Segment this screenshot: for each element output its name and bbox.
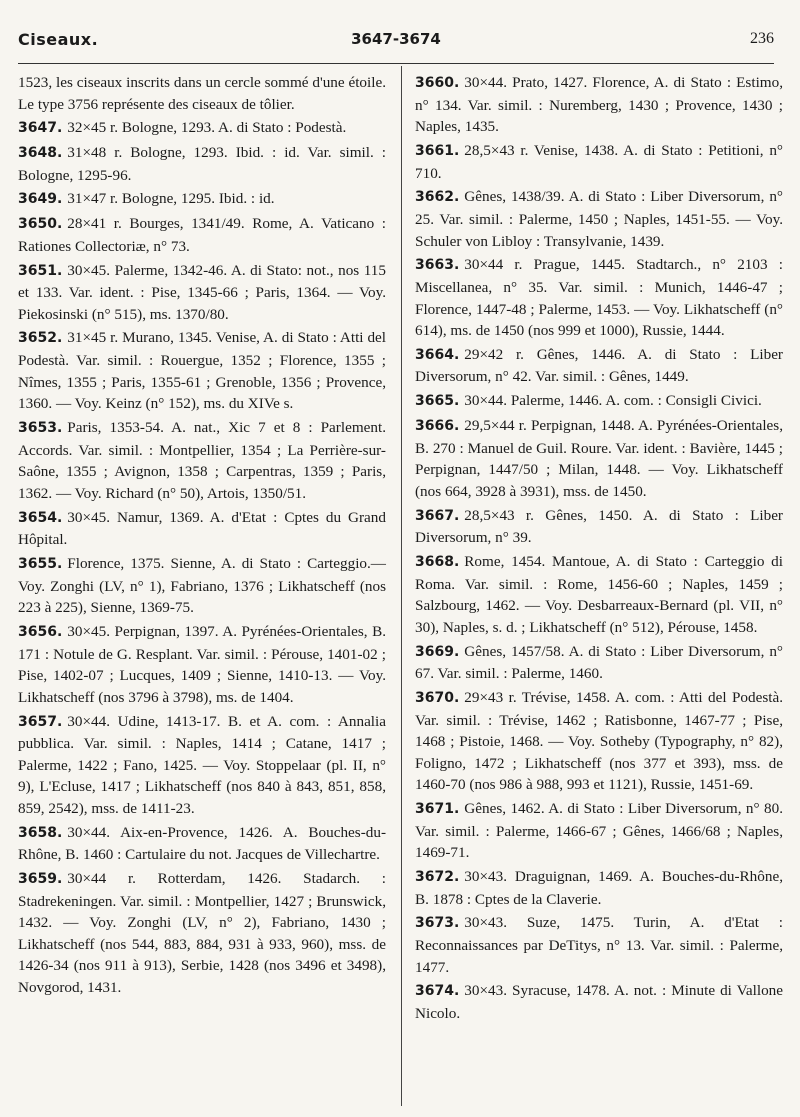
catalog-entry (415, 344, 783, 388)
entry-number: 3659. (18, 871, 63, 888)
page-header (18, 30, 774, 56)
entry-text: Rome, 1454. Mantoue, A. di Stato : Carteggio di Roma. Var. simil. : Rome, 1456-60 ; Naples, 1459 ; Salzbourg, 1462. — Voy. Desbarreaux-Bernard (pl. VII, n° 30), Naples, s. d. ; Likhatscheff (n° 512), Pérouse, 1458. (415, 552, 783, 636)
entry-number: 3654. (18, 509, 63, 526)
entry-number: 3658. (18, 824, 63, 841)
catalog-entry (415, 641, 783, 685)
catalog-entry (415, 980, 783, 1024)
entry-number: 3671. (415, 801, 460, 818)
entry-number: 3651. (18, 262, 63, 279)
catalog-entry (18, 117, 386, 140)
catalog-entry (18, 621, 386, 708)
entry-text: Gênes, 1457/58. A. di Stato : Liber Diversorum, n° 67. Var. simil. : Palerme, 1460. (415, 642, 783, 683)
left-column (18, 72, 386, 1001)
entry-range: 3647-3674 (351, 30, 441, 48)
page-number: 236 (750, 30, 774, 47)
catalog-entry (18, 868, 386, 999)
catalog-entry (415, 687, 783, 796)
catalog-entry (415, 505, 783, 549)
entry-text: 30×44. Prato, 1427. Florence, A. di Stato : Estimo, n° 134. Var. simil. : Nuremberg, 1430 ; Provence, 1430 ; Naples, 1435. (415, 74, 783, 136)
entry-text: 31×47 r. Bologne, 1295. Ibid. : id. (67, 190, 275, 208)
column-divider (401, 66, 402, 1106)
entry-number: 3657. (18, 713, 63, 730)
entry-number: 3662. (415, 189, 460, 206)
entry-number: 3656. (18, 623, 63, 640)
catalog-entry (18, 553, 386, 619)
catalog-entry (18, 260, 386, 326)
entry-number: 3648. (18, 144, 63, 161)
section-title: Ciseaux. (18, 30, 99, 49)
entry-text: 28×41 r. Bourges, 1341/49. Rome, A. Vaticano : Rationes Collectoriæ, n° 73. (18, 215, 386, 255)
entry-number: 3660. (415, 75, 460, 91)
header-rule (18, 63, 774, 64)
entry-text: 30×45. Perpignan, 1397. A. Pyrénées-Orientales, B. 171 : Notule de G. Resplant. Var. simil. : Pérouse, 1401-02 ; Pise, 1402-07 ; Lucques, 1409 ; Sienne, 1410-13. — Voy. Likhatscheff (nos 3796 à 3798), ms. de 1404. (18, 622, 386, 706)
entry-text: 30×43. Syracuse, 1478. A. not. : Minute di Vallone Nicolo. (415, 982, 783, 1022)
entry-text: 28,5×43 r. Venise, 1438. A. di Stato : Petitioni, n° 710. (415, 141, 783, 182)
entry-text: 30×45. Palerme, 1342-46. A. di Stato: not., nos 115 et 133. Var. ident. : Pise, 1345-66 ; Paris, 1364. — Voy. Piekosinski (n° 515), ms. 1370/80. (18, 261, 386, 323)
entry-number: 3672. (415, 869, 460, 886)
catalog-entry (18, 507, 386, 551)
intro-paragraph: 1523, les ciseaux inscrits dans un cercle sommé d'une étoile. Le type 3756 représente des ciseaux de tôlier. (18, 74, 386, 113)
entry-number: 3663. (415, 257, 460, 274)
catalog-entry (18, 188, 386, 211)
entry-text: 30×44. Udine, 1413-17. B. et A. com. : Annalia pubblica. Var. simil. : Naples, 1414 ; Catane, 1417 ; Palerme, 1422 ; Fano, 1425. — Voy. Stoppelaar (pl. II, n° 9), L'Ecluse, 1417 ; Likhatscheff (nos 840 à 843, 851, 858, 859, 2542), mss. de 1411-23. (18, 712, 386, 817)
entry-text: 29×43 r. Trévise, 1458. A. com. : Atti del Podestà. Var. simil. : Trévise, 1462 ; Ratisbonne, 1467-77 ; Pise, 1468 ; Pistoie, 1468. — Voy. Sotheby (Typography, n° 82), Foligno, 1472 ; Likhatscheff (nos 377 et 393), mss. de 1460-70 (nos 986 à 988, 993 et 1121), Russie, 1451-69. (415, 688, 783, 794)
right-column (415, 72, 783, 1027)
catalog-entry (18, 711, 386, 820)
entry-text: 28,5×43 r. Gênes, 1450. A. di Stato : Liber Diversorum, n° 39. (415, 506, 783, 547)
entry-text: Paris, 1353-54. A. nat., Xic 7 et 8 : Parlement. Accords. Var. simil. : Montpellier, 1354 ; La Perrière-sur-Saône, 1355 ; Avignon, 1358 ; Carpentras, 1359 ; Paris, 1362. — Voy. Richard (n° 50), Artois, 1350/51. (18, 419, 386, 502)
entry-number: 3667. (415, 507, 460, 524)
entry-text: 29,5×44 r. Perpignan, 1448. A. Pyrénées-Orientales, B. 270 : Manuel de Guil. Roure. Var. ident. : Bavière, 1445 ; Perpignan, 1447/50 ; Milan, 1448. — Voy. Likhatscheff (nos 664, 3928 à 3931), mss. de 1450. (415, 417, 783, 500)
entry-text: 30×45. Namur, 1369. A. d'Etat : Cptes du Grand Hôpital. (18, 508, 386, 549)
entry-number: 3652. (18, 330, 63, 347)
entry-number: 3669. (415, 643, 460, 660)
catalog-entry (415, 798, 783, 864)
entry-text: 30×44 r. Rotterdam, 1426. Stadarch. : Stadrekeningen. Var. simil. : Montpellier, 1427 ; Brunswick, 1432. — Voy. Zonghi (LV, n° 2), Fabriano, 1430 ; Likhatscheff (nos 544, 883, 884, 931 à 933, 960), mss. de 1426-34 (nos 911 à 913), Serbie, 1428 (nos 3496 et 3498), Novgorod, 1431. (18, 870, 386, 996)
catalog-entry (415, 390, 783, 413)
entry-text: 32×45 r. Bologne, 1293. A. di Stato : Podestà. (67, 119, 347, 137)
entry-number: 3647. (18, 120, 63, 137)
catalog-entry (415, 551, 783, 638)
catalog-entry (415, 254, 783, 341)
entry-number: 3670. (415, 689, 460, 706)
entry-text: Gênes, 1438/39. A. di Stato : Liber Diversorum, n° 25. Var. simil. : Palerme, 1450 ; Naples, 1451-55. — Voy. Schuler von Libloy : Transylvanie, 1439. (415, 188, 783, 250)
entry-number: 3668. (415, 553, 460, 570)
catalog-entry (415, 140, 783, 184)
entry-number: 3653. (18, 420, 63, 437)
entry-number: 3673. (415, 915, 460, 932)
entry-text: 30×43. Draguignan, 1469. A. Bouches-du-Rhône, B. 1878 : Cptes de la Claverie. (415, 868, 783, 908)
catalog-entry (18, 417, 386, 504)
entry-number: 3674. (415, 983, 460, 1000)
catalog-entry (18, 213, 386, 257)
catalog-entry (415, 866, 783, 910)
catalog-entry (415, 72, 783, 138)
entry-number: 3650. (18, 216, 63, 233)
entry-number: 3665. (415, 393, 460, 410)
entry-text: 30×43. Suze, 1475. Turin, A. d'Etat : Reconnaissances par DeTitys, n° 13. Var. simil. : Palerme, 1477. (415, 914, 783, 976)
entry-text: 31×45 r. Murano, 1345. Venise, A. di Stato : Atti del Podestà. Var. simil. : Rouergue, 1352 ; Florence, 1355 ; Nîmes, 1355 ; Paris, 1355-61 ; Grenoble, 1356 ; Provence, 1360. — Voy. Keinz (n° 152), ms. du XIVe s. (18, 329, 386, 413)
entry-number: 3655. (18, 555, 63, 572)
catalog-entry (18, 822, 386, 866)
entry-number: 3649. (18, 191, 63, 208)
catalog-entry (18, 142, 386, 186)
entry-number: 3664. (415, 346, 460, 363)
entry-number: 3666. (415, 418, 460, 435)
entry-text: 30×44. Aix-en-Provence, 1426. A. Bouches-du-Rhône, B. 1460 : Cartulaire du not. Jacques de Villechartre. (18, 823, 386, 864)
catalog-entry (415, 186, 783, 252)
entry-number: 3661. (415, 142, 460, 159)
entry-text: 31×48 r. Bologne, 1293. Ibid. : id. Var. simil. : Bologne, 1295-96. (18, 143, 386, 184)
catalog-entry (415, 415, 783, 502)
entry-text: Gênes, 1462. A. di Stato : Liber Diversorum, n° 80. Var. simil. : Palerme, 1466-67 ; Gênes, 1466/68 ; Naples, 1469-71. (415, 800, 783, 862)
entry-text: 29×42 r. Gênes, 1446. A. di Stato : Liber Diversorum, n° 42. Var. simil. : Gênes, 1449. (415, 345, 783, 386)
catalog-entry (415, 912, 783, 978)
entry-text: 30×44. Palerme, 1446. A. com. : Consigli Civici. (464, 392, 762, 410)
catalog-entry (18, 327, 386, 414)
entry-text: Florence, 1375. Sienne, A. di Stato : Carteggio.— Voy. Zonghi (LV, n° 1), Fabriano, 1376 ; Likhatscheff (nos 223 à 225), Sienne, 1369-75. (18, 554, 386, 617)
entry-text: 30×44 r. Prague, 1445. Stadtarch., n° 2103 : Miscellanea, n° 35. Var. simil. : Munich, 1446-47 ; Florence, 1447-48 ; Palerme, 1453. — Voy. Likhatscheff (n° 614), ms. de 1450 (nos 999 et 1000), Russie, 1444. (415, 256, 783, 340)
